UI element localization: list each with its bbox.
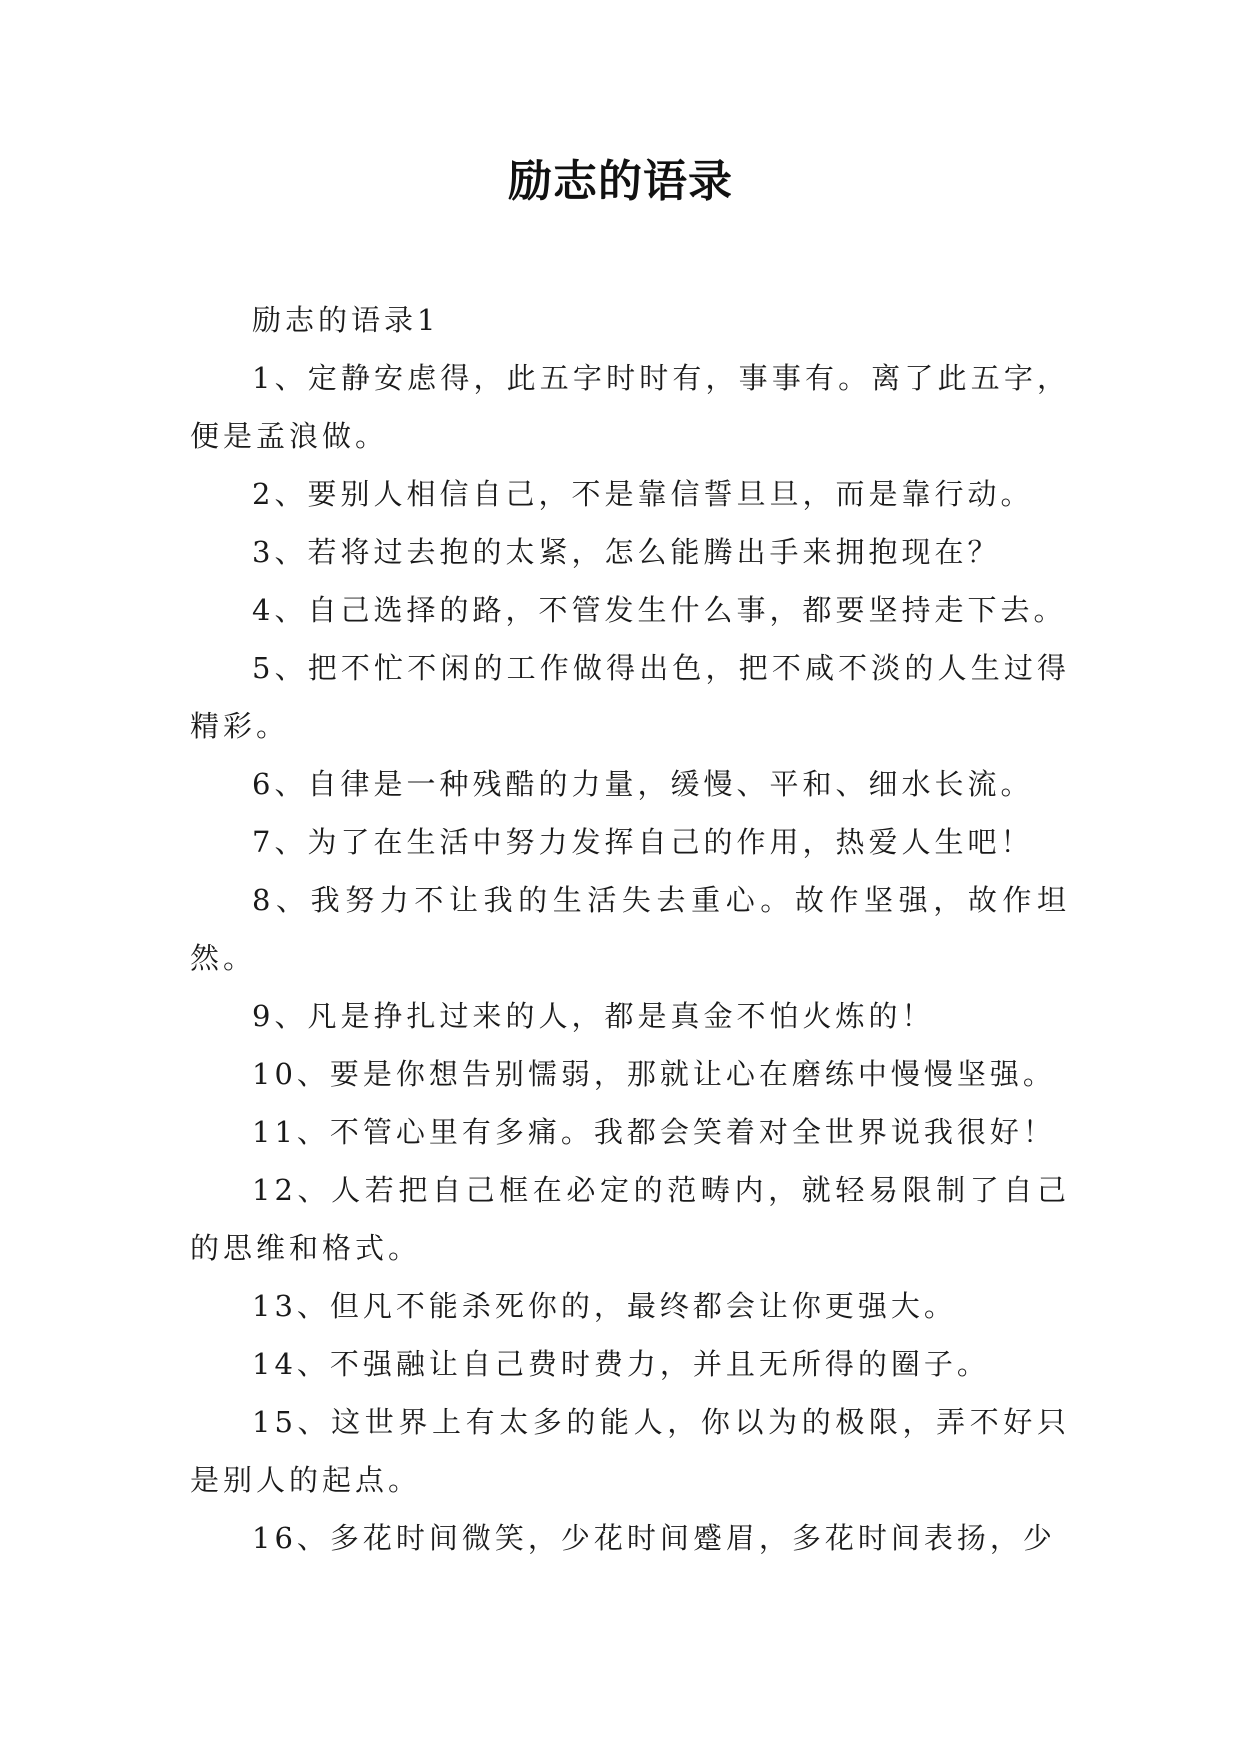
quote-paragraph: 13、但凡不能杀死你的，最终都会让你更强大。 — [252, 1289, 957, 1323]
quote-paragraph: 12、人若把自己框在必定的范畴内，就轻易限制了自己的思维和格式。 — [190, 1173, 1070, 1265]
document-title: 励志的语录 — [508, 156, 733, 207]
quote-paragraph: 2、要别人相信自己，不是靠信誓旦旦，而是靠行动。 — [252, 477, 1034, 511]
quote-paragraph: 8、我努力不让我的生活失去重心。故作坚强，故作坦然。 — [190, 883, 1070, 975]
quote-paragraph: 16、多花时间微笑，少花时间蹙眉，多花时间表扬，少 — [252, 1521, 1056, 1555]
quote-paragraph: 1、定静安虑得，此五字时时有，事事有。离了此五字，便是孟浪做。 — [190, 361, 1070, 453]
quote-paragraph: 15、这世界上有太多的能人，你以为的极限，弄不好只是别人的起点。 — [190, 1405, 1070, 1497]
quote-paragraph: 10、要是你想告别懦弱，那就让心在磨练中慢慢坚强。 — [252, 1057, 1056, 1091]
quote-paragraph: 3、若将过去抱的太紧，怎么能腾出手来拥抱现在？ — [252, 535, 1001, 569]
quote-paragraph: 5、把不忙不闲的工作做得出色，把不咸不淡的人生过得精彩。 — [190, 651, 1070, 743]
document-body — [190, 291, 1070, 1567]
heading-paragraph: 励志的语录1 — [252, 303, 440, 337]
quote-paragraph: 4、自己选择的路，不管发生什么事，都要坚持走下去。 — [252, 593, 1067, 627]
quote-paragraph: 7、为了在生活中努力发挥自己的作用，热爱人生吧！ — [252, 825, 1034, 859]
quote-paragraph: 6、自律是一种残酷的力量，缓慢、平和、细水长流。 — [252, 767, 1034, 801]
quote-paragraph: 9、凡是挣扎过来的人，都是真金不怕火炼的！ — [252, 999, 935, 1033]
quote-paragraph: 11、不管心里有多痛。我都会笑着对全世界说我很好！ — [252, 1115, 1056, 1149]
quote-paragraph: 14、不强融让自己费时费力，并且无所得的圈子。 — [252, 1347, 990, 1381]
